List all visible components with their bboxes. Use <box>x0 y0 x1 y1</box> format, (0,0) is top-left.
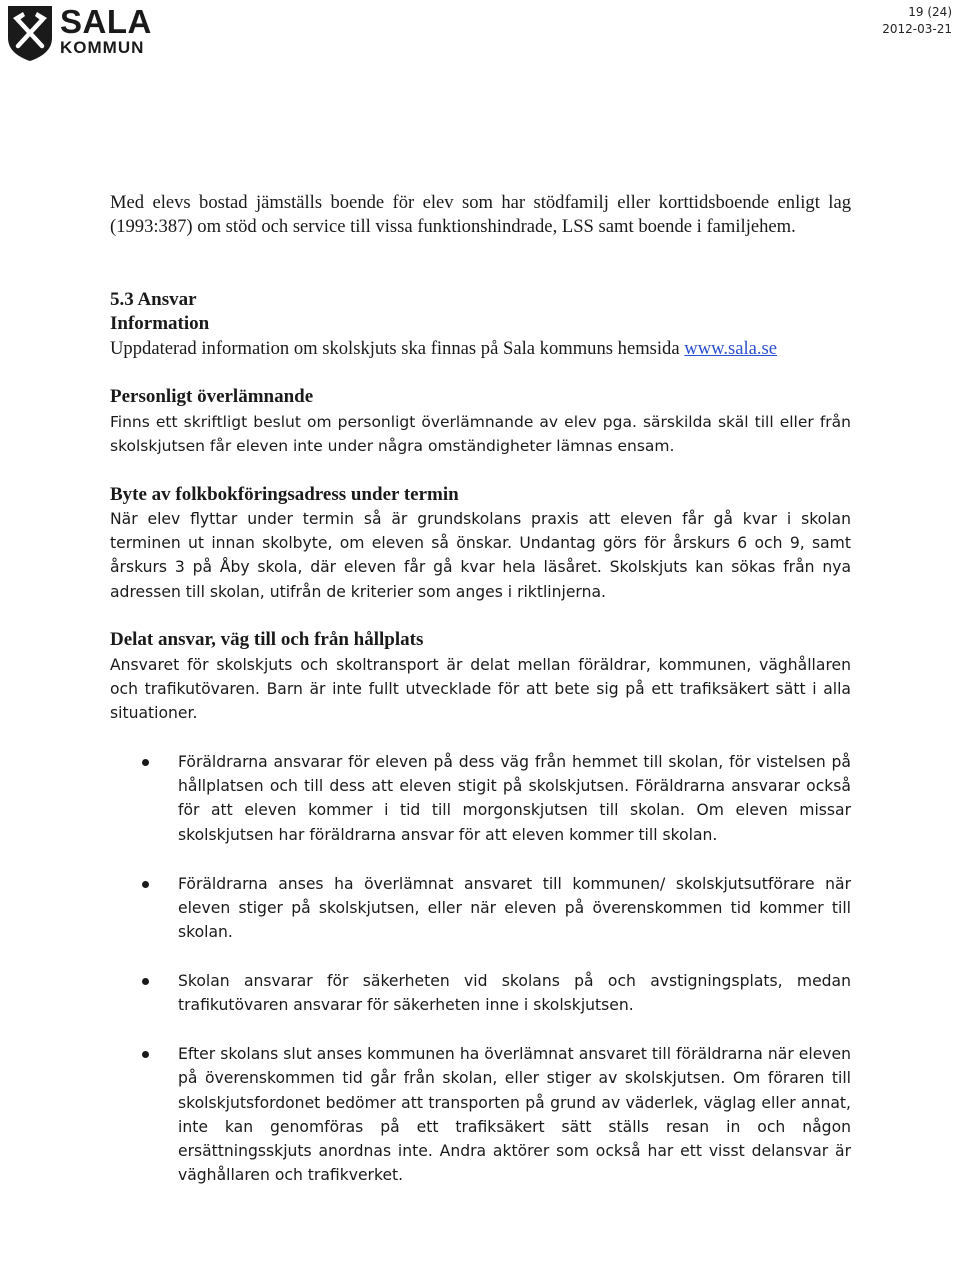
list-item-text: Föräldrarna ansvarar för eleven på dess väg från hemmet till skolan, för vistelsen på hållplatsen och till dess att eleven stigit på skolskjutsen. Föräldrarna ansvarar också för att eleven kommer i tid till morgonskjutsen till skolan. Om eleven missar skolskjutsen har föräldrarna ansvar för att eleven kommer till skolan. <box>178 752 851 844</box>
responsibility-list <box>110 750 851 1188</box>
information-paragraph <box>110 337 851 361</box>
intro-paragraph: Med elevs bostad jämställs boende för elev som har stödfamilj eller korttidsboende enligt lag (1993:387) om stöd och service till vissa funktionshindrade, LSS samt boende i familjehem. <box>110 192 851 238</box>
list-item <box>110 969 851 1018</box>
document-date: 2012-03-21 <box>882 22 952 36</box>
page-number: 19 (24) <box>908 5 952 19</box>
byte-paragraph: När elev flyttar under termin så är grundskolans praxis att eleven får gå kvar i skolan terminen ut innan skolbyte, om eleven så önskar. Undantag görs för årskurs 6 och 9, samt årskurs 3 på Åby skola, där eleven får gå kvar hela läsåret. Skolskjuts kan sökas från nya adressen till skolan, utifrån de kriterier som anges i riktlinjerna. <box>110 509 851 601</box>
document-body <box>110 191 851 1212</box>
delat-paragraph: Ansvaret för skolskjuts och skoltransport är delat mellan föräldrar, kommunen, väghållaren och trafikutövaren. Barn är inte fullt utvecklade för att bete sig på ett trafiksäkert sätt i alla situationer. <box>110 655 851 723</box>
bullet-icon <box>142 759 149 766</box>
list-item <box>110 1042 851 1188</box>
list-item-text: Efter skolans slut anses kommunen ha överlämnat ansvaret till föräldrarna när eleven på överenskommen tid går från skolan, eller stiger av skolskjutsen. Om föraren till skolskjutsfordonet bedömer att transporten på grund av väderlek, väglag eller annat, inte kan genomföras på ett trafiksäkert sätt ställs resan in och någon ersättningsskjuts anordnas inte. Andra aktörer som också har ett visst delansvar är väghållaren och trafikverket. <box>178 1045 851 1185</box>
list-item-text: Föräldrarna anses ha överlämnat ansvaret till kommunen/ skolskjutsutförare när eleven stiger på skolskjutsen, eller när eleven på överenskommen tid kommer till skolan. <box>178 874 851 942</box>
logo-name: SALA <box>60 3 152 40</box>
bullet-icon <box>142 1051 149 1058</box>
sala-website-link[interactable]: www.sala.se <box>684 337 778 359</box>
list-item <box>110 750 851 847</box>
information-text: Uppdaterad information om skolskjuts ska finnas på Sala kommuns hemsida <box>110 337 680 359</box>
section-heading-ansvar: 5.3 Ansvar <box>110 289 197 311</box>
bullet-icon <box>142 978 149 985</box>
logo-sub: KOMMUN <box>60 38 145 57</box>
subheading-personligt: Personligt överlämnande <box>110 386 314 408</box>
page-meta <box>882 4 952 38</box>
sala-crest-icon <box>4 4 56 62</box>
personligt-paragraph: Finns ett skriftligt beslut om personligt överlämnande av elev pga. särskilda skäl till eller från skolskjutsen får eleven inte under några omständigheter lämnas ensam. <box>110 412 851 455</box>
bullet-icon <box>142 881 149 888</box>
sala-kommun-logo <box>4 4 154 60</box>
list-item <box>110 872 851 945</box>
subheading-byte: Byte av folkbokföringsadress under termin <box>110 483 459 505</box>
subheading-information: Information <box>110 313 210 335</box>
list-item-text: Skolan ansvarar för säkerheten vid skolans på och avstigningsplats, medan trafikutövaren ansvarar för säkerheten inne i skolskjutsen. <box>178 971 851 1015</box>
subheading-delat: Delat ansvar, väg till och från hållplats <box>110 629 424 651</box>
